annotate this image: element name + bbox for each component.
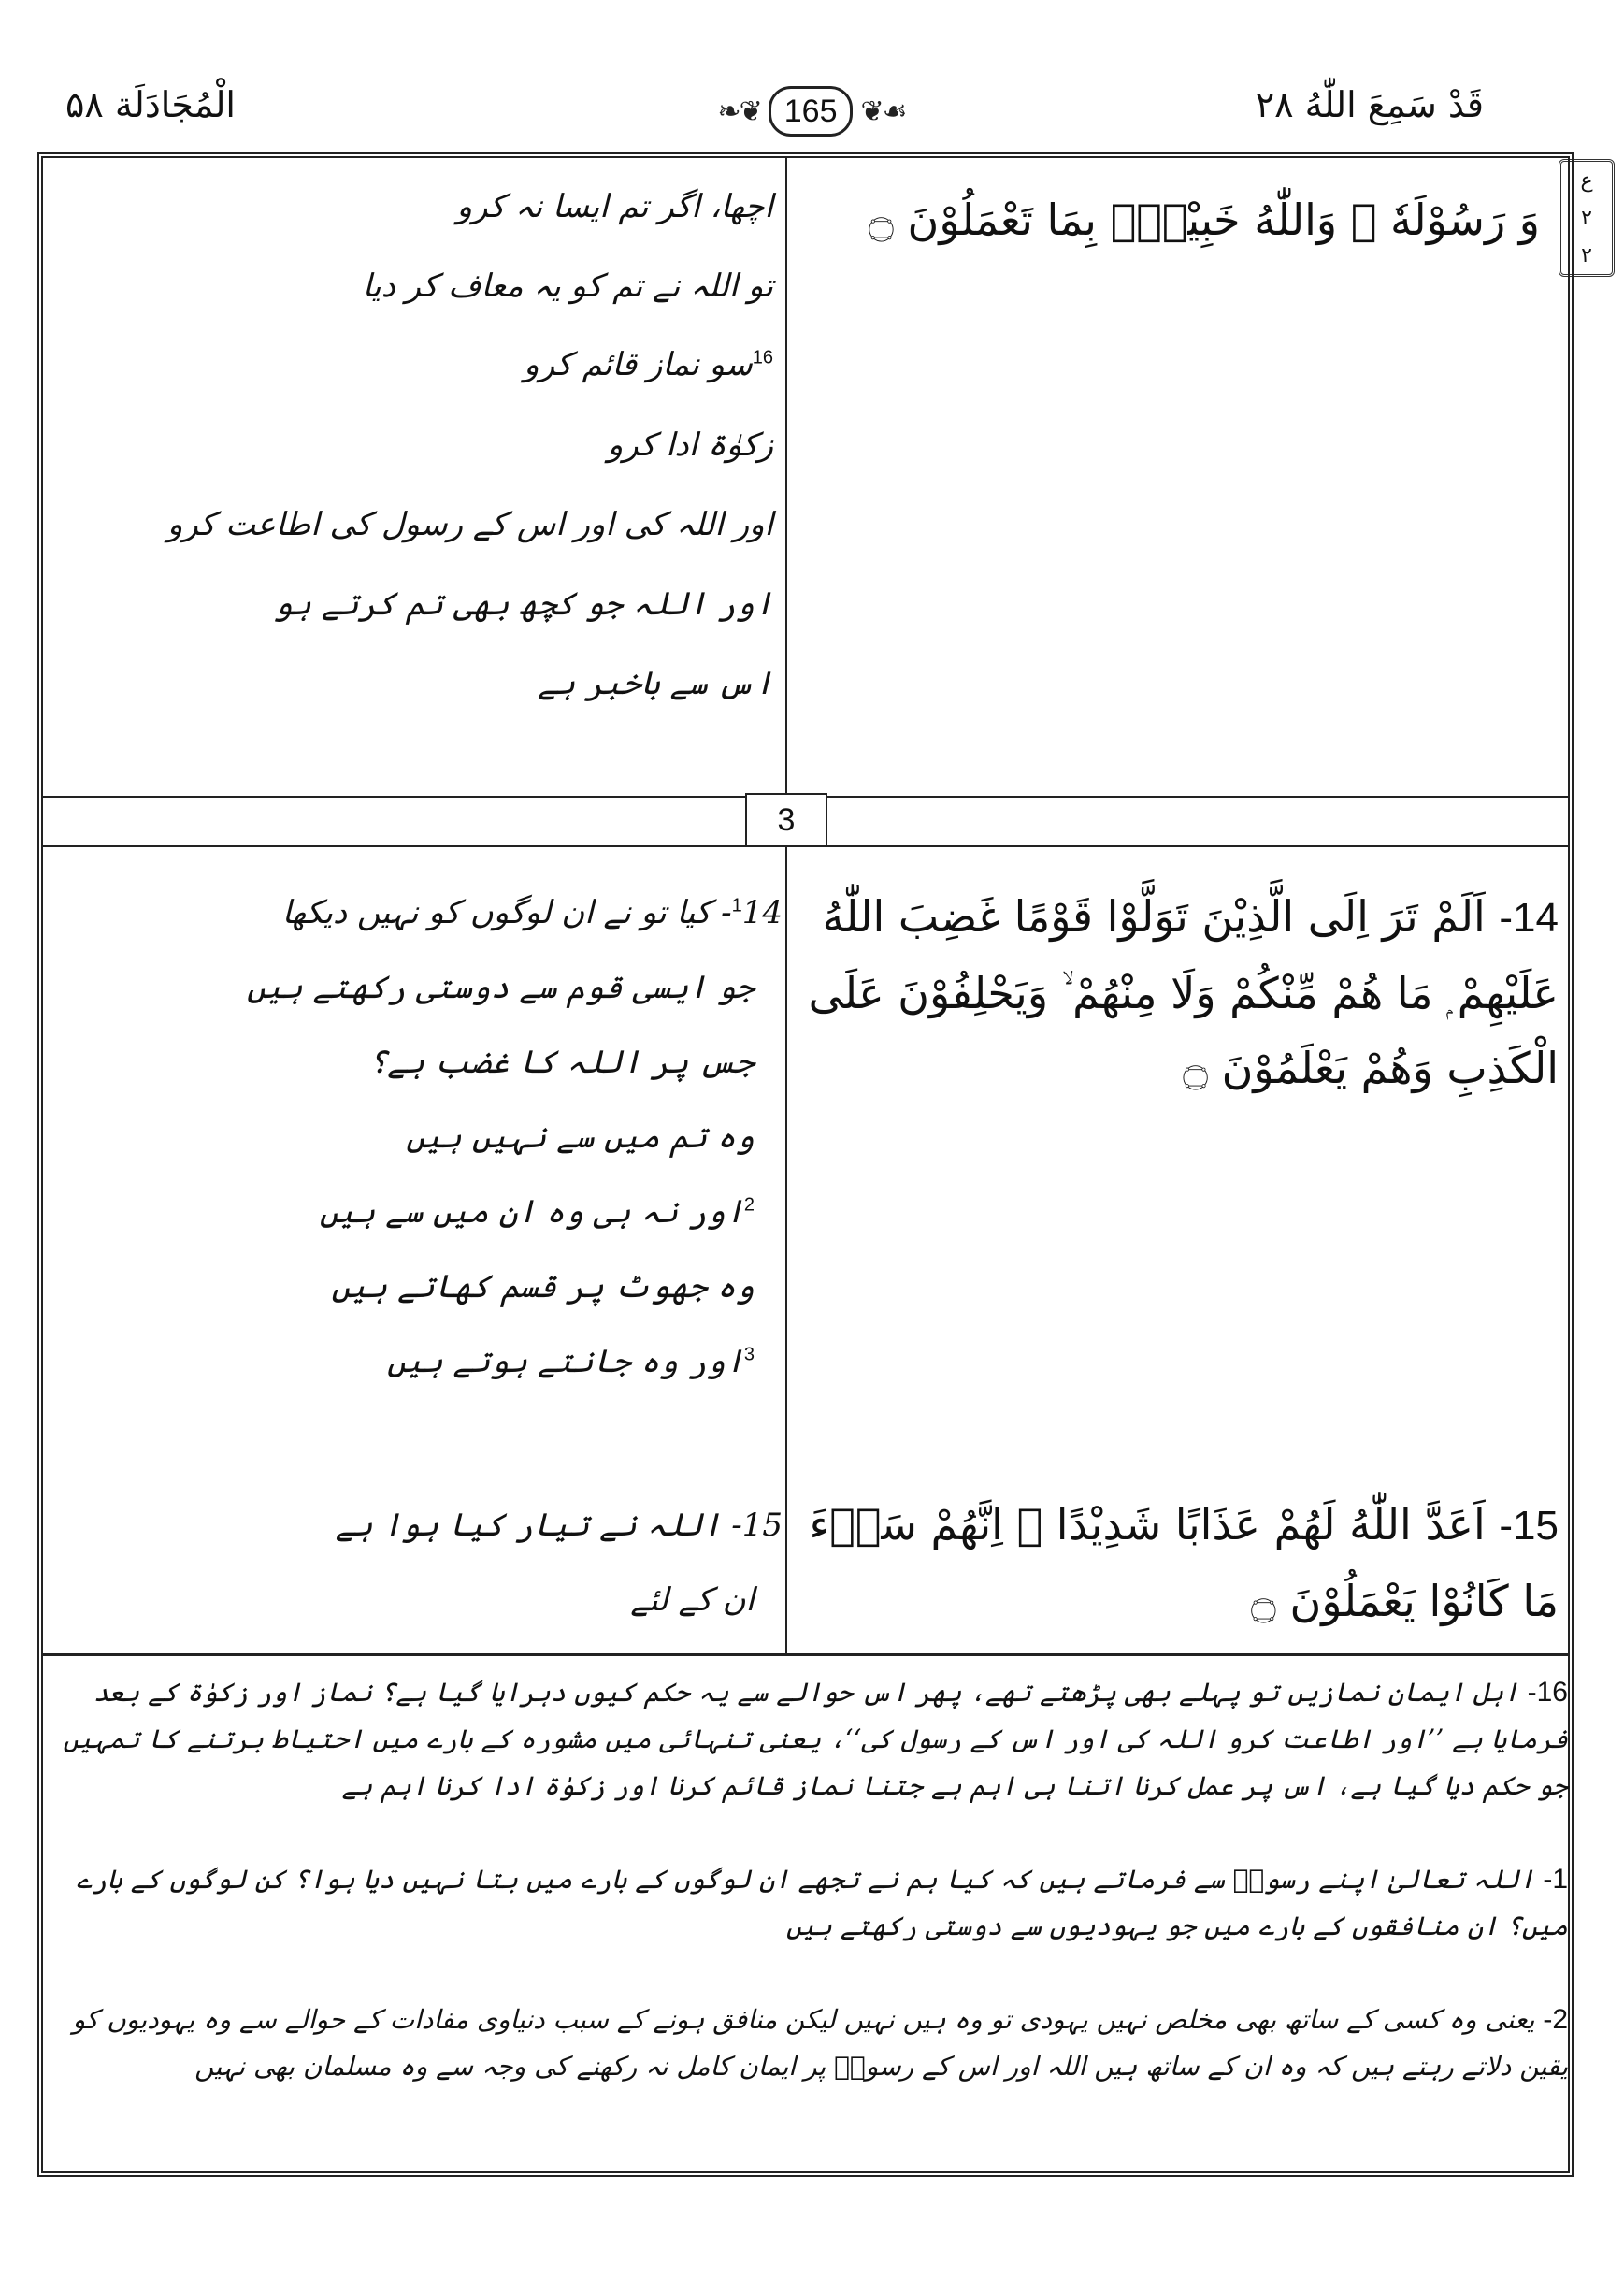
arabic-verse-text: اَلَمْ تَرَ اِلَى الَّذِيْنَ تَوَلَّوْا قَوْمًا غَضِبَ اللّٰهُ عَلَيْهِمْ ۭ مَا هُمْ مِّنْكُمْ وَلَا مِنْهُمْ ۙ وَيَحْلِفُوْنَ عَلَى الْكَذِبِ وَهُمْ يَعْلَمُوْنَ ۝ [808, 891, 1559, 1093]
urdu-line: وہ تم میں سے نہیں ہیں [406, 1118, 755, 1156]
urdu-line: تو اللہ نے تم کو یہ معاف کر دیا [362, 267, 773, 305]
surah-title: الْمُجَادَلَة ۵۸ [65, 84, 236, 125]
verse-number: 14- [1499, 895, 1559, 941]
ruku-mark-letter: ع [1580, 168, 1593, 193]
urdu-line: $^3$اور وہ جانتے ہوتے ہیں [386, 1343, 755, 1380]
urdu-line: $^{16}$سو نماز قائم کرو [524, 346, 773, 383]
urdu-line: جو ایسی قوم سے دوستی رکھتے ہیں [247, 969, 755, 1006]
ornament-right-icon: ❦☙ [860, 94, 906, 128]
ruku-mark-number: ۲ [1581, 243, 1592, 267]
urdu-line: اور اللہ کی اور اس کے رسول کی اطاعت کرو [166, 506, 773, 543]
section-number: 3 [745, 793, 827, 847]
ruku-mark-number: ۲ [1581, 206, 1592, 230]
footnote-16 [56, 1669, 1568, 1810]
urdu-line: اس سے باخبر ہے [538, 665, 773, 702]
footnote-text: اہل ایمان نمازیں تو پہلے بھی پڑھتے تھے، پھر اس حوالے سے یہ حکم کیوں دہرایا گیا ہے؟ نماز اور زکوٰۃ کے بعد فرمایا ہے ’’اور اطاعت کرو اللہ کی اور اس کے رسول کی‘‘، یعنی تنہائی میں مشورہ کے بارے میں احتیاط برتنے کا تمہیں جو حکم دیا گیا ہے، اس پر عمل کرنا اتنا ہی اہم ہے جتنا نماز قائم کرنا اور زکوٰۃ ادا کرنا اہم ہے [63, 1677, 1568, 1801]
footnote-ref: 2 [743, 1194, 755, 1216]
column-divider [785, 847, 787, 1653]
arabic-verse-14 [804, 879, 1559, 1105]
urdu-line: وہ جھوٹ پر قسم کھاتے ہیں [331, 1268, 755, 1305]
ornament-left-icon: ❧❦ [717, 94, 761, 128]
juz-title: قَدْ سَمِعَ اللّٰهُ ۲۸ [1255, 84, 1484, 125]
urdu-line: اور اللہ جو کچھ بھی تم کرتے ہو [274, 585, 773, 623]
urdu-line: 15- اللہ نے تیار کیا ہوا ہے [335, 1507, 783, 1544]
arabic-verse-text: اَعَدَّ اللّٰهُ لَهُمْ عَذَابًا شَدِيْدًا ۭ اِنَّهُمْ سَاۗءَ مَا كَانُوْا يَعْمَلُوْنَ ۝ [809, 1499, 1559, 1626]
arabic-verse-13-end: وَ رَسُوْلَهٗ ۭ وَاللّٰهُ خَبِيْرٌۢ بِمَا تَعْمَلُوْنَ ۝ [868, 195, 1540, 245]
footnote-number: 16- [1527, 1677, 1568, 1708]
footnote-number: 2- [1543, 2004, 1568, 2035]
urdu-line: $^2$اور نہ ہی وہ ان میں سے ہیں [319, 1193, 755, 1231]
footnote-text: اللہ تعالیٰ اپنے رسولؐ سے فرماتے ہیں کہ کیا ہم نے تجھے ان لوگوں کے بارے میں بتا نہیں دیا ہوا؟ کن لوگوں کے بارے میں؟ ان منافقوں کے بارے میں جو یہودیوں سے دوستی رکھتے ہیں [76, 1864, 1568, 1941]
arabic-verse-15 [804, 1487, 1559, 1638]
footnote-ref: 16 [752, 347, 773, 368]
footnote-2 [56, 1997, 1568, 2090]
footnote-ref: 1 [731, 895, 742, 916]
urdu-line: $^1$14- کیا تو نے ان لوگوں کو نہیں دیکھا [281, 894, 783, 931]
footnote-divider [43, 1653, 1568, 1656]
urdu-line: ان کے لئے [630, 1581, 755, 1619]
verse-number: 15- [1499, 1503, 1559, 1549]
footnote-1 [56, 1856, 1568, 1950]
page-number-ornament [709, 84, 914, 138]
urdu-line: زکوٰۃ ادا کرو [607, 426, 773, 464]
urdu-line: جس پر اللہ کا غضب ہے؟ [368, 1044, 755, 1081]
footnote-text: یعنی وہ کسی کے ساتھ بھی مخلص نہیں یہودی تو وہ ہیں نہیں لیکن منافق ہونے کے سبب دنیاوی مفادات کے حوالے سے وہ یہودیوں کو یقین دلاتے رہتے ہیں کہ وہ ان کے ساتھ ہیں اللہ اور اس کے رسولؐ پر ایمان کامل نہ رکھنے کی وجہ سے وہ مسلمان بھی نہیں [72, 2004, 1568, 2082]
column-divider [785, 158, 787, 796]
page-number: 165 [769, 86, 854, 137]
urdu-line: اچھا، اگر تم ایسا نہ کرو [456, 188, 773, 225]
footnote-ref: 3 [743, 1344, 755, 1365]
footnote-number: 1- [1543, 1864, 1568, 1895]
